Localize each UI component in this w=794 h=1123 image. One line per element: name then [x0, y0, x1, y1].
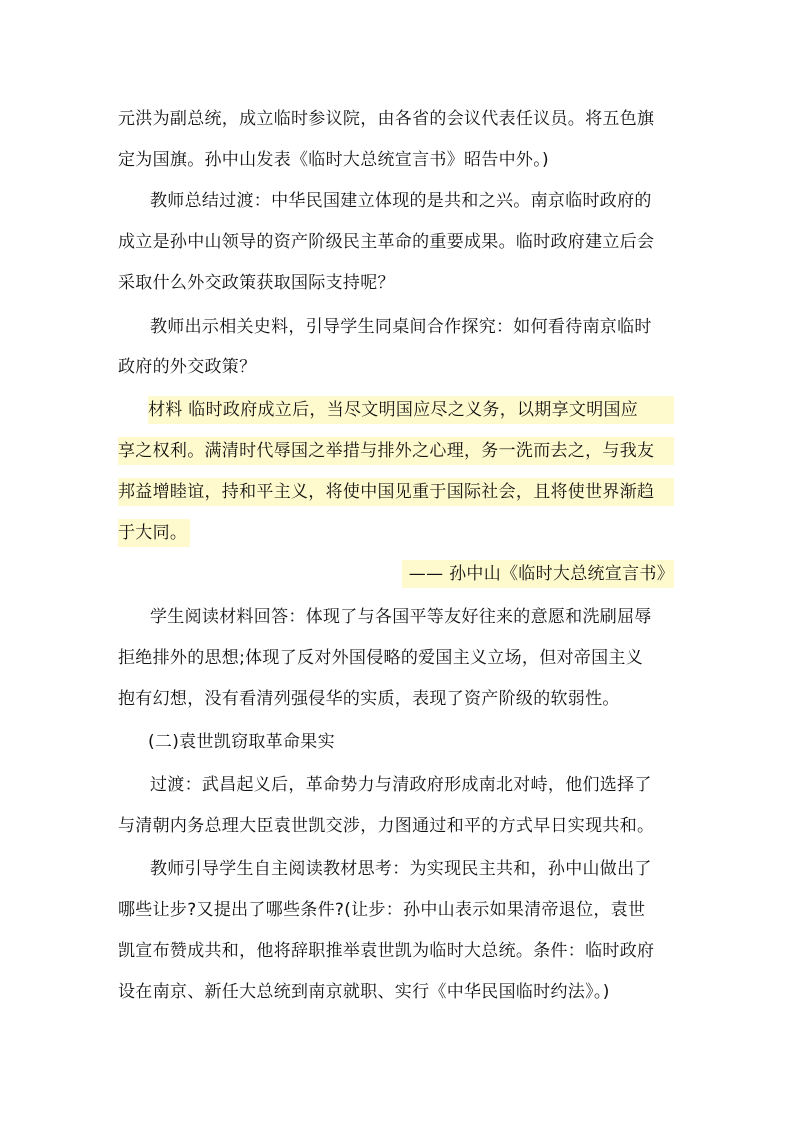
paragraph-first-line: 过渡：武昌起义后，革命势力与清政府形成南北对峙，他们选择了 — [150, 775, 652, 795]
text-line: 设在南京、新任大总统到南京就职、实行《中华民国临时约法》。) — [118, 982, 610, 1002]
quote-line: 材料 临时政府成立后，当尽文明国应尽之义务，以期享文明国应 — [148, 396, 674, 424]
text-line: 采取什么外交政策获取国际支持呢？ — [118, 273, 395, 293]
quote-line: 享之权利。满清时代辱国之举措与排外之心理，务一洗而去之，与我友 — [118, 437, 674, 465]
text-line: 哪些让步?又提出了哪些条件?(让步：孙中山表示如果清帝退位，袁世 — [118, 900, 646, 920]
quote-line: 邦益增睦谊，持和平主义，将使中国见重于国际社会，且将使世界渐趋 — [118, 478, 674, 506]
text-line: 元洪为副总统，成立临时参议院，由各省的会议代表任议员。将五色旗 — [118, 109, 655, 129]
text-line: 抱有幻想，没有看清列强侵华的实质，表现了资产阶级的软弱性。 — [118, 689, 620, 709]
text-line: 凯宣布赞成共和，他将辞职推举袁世凯为临时大总统。条件：临时政府 — [118, 941, 655, 961]
text-line: 定为国旗。孙中山发表《临时大总统宣言书》昭告中外。) — [118, 150, 549, 170]
text-line: 政府的外交政策？ — [118, 357, 257, 377]
quote-attribution: —— 孙中山《临时大总统宣言书》 — [402, 560, 674, 588]
paragraph-first-line: 学生阅读材料回答：体现了与各国平等友好往来的意愿和洗刷屈辱 — [150, 607, 652, 627]
paragraph-first-line: 教师总结过渡：中华民国建立体现的是共和之兴。南京临时政府的 — [150, 191, 652, 211]
paragraph-first-line: 教师出示相关史料，引导学生同桌间合作探究：如何看待南京临时 — [150, 317, 652, 337]
text-line: 与清朝内务总理大臣袁世凯交涉，力图通过和平的方式早日实现共和。 — [118, 816, 655, 836]
text-line: 成立是孙中山领导的资产阶级民主革命的重要成果。临时政府建立后会 — [118, 232, 655, 252]
text-line: 拒绝排外的思想;体现了反对外国侵略的爱国主义立场，但对帝国主义 — [118, 648, 644, 668]
quote-line: 于大同。 — [118, 519, 190, 547]
paragraph-first-line: 教师引导学生自主阅读教材思考：为实现民主共和，孙中山做出了 — [150, 859, 652, 879]
section-heading: (二)袁世凯窃取革命果实 — [148, 732, 335, 752]
